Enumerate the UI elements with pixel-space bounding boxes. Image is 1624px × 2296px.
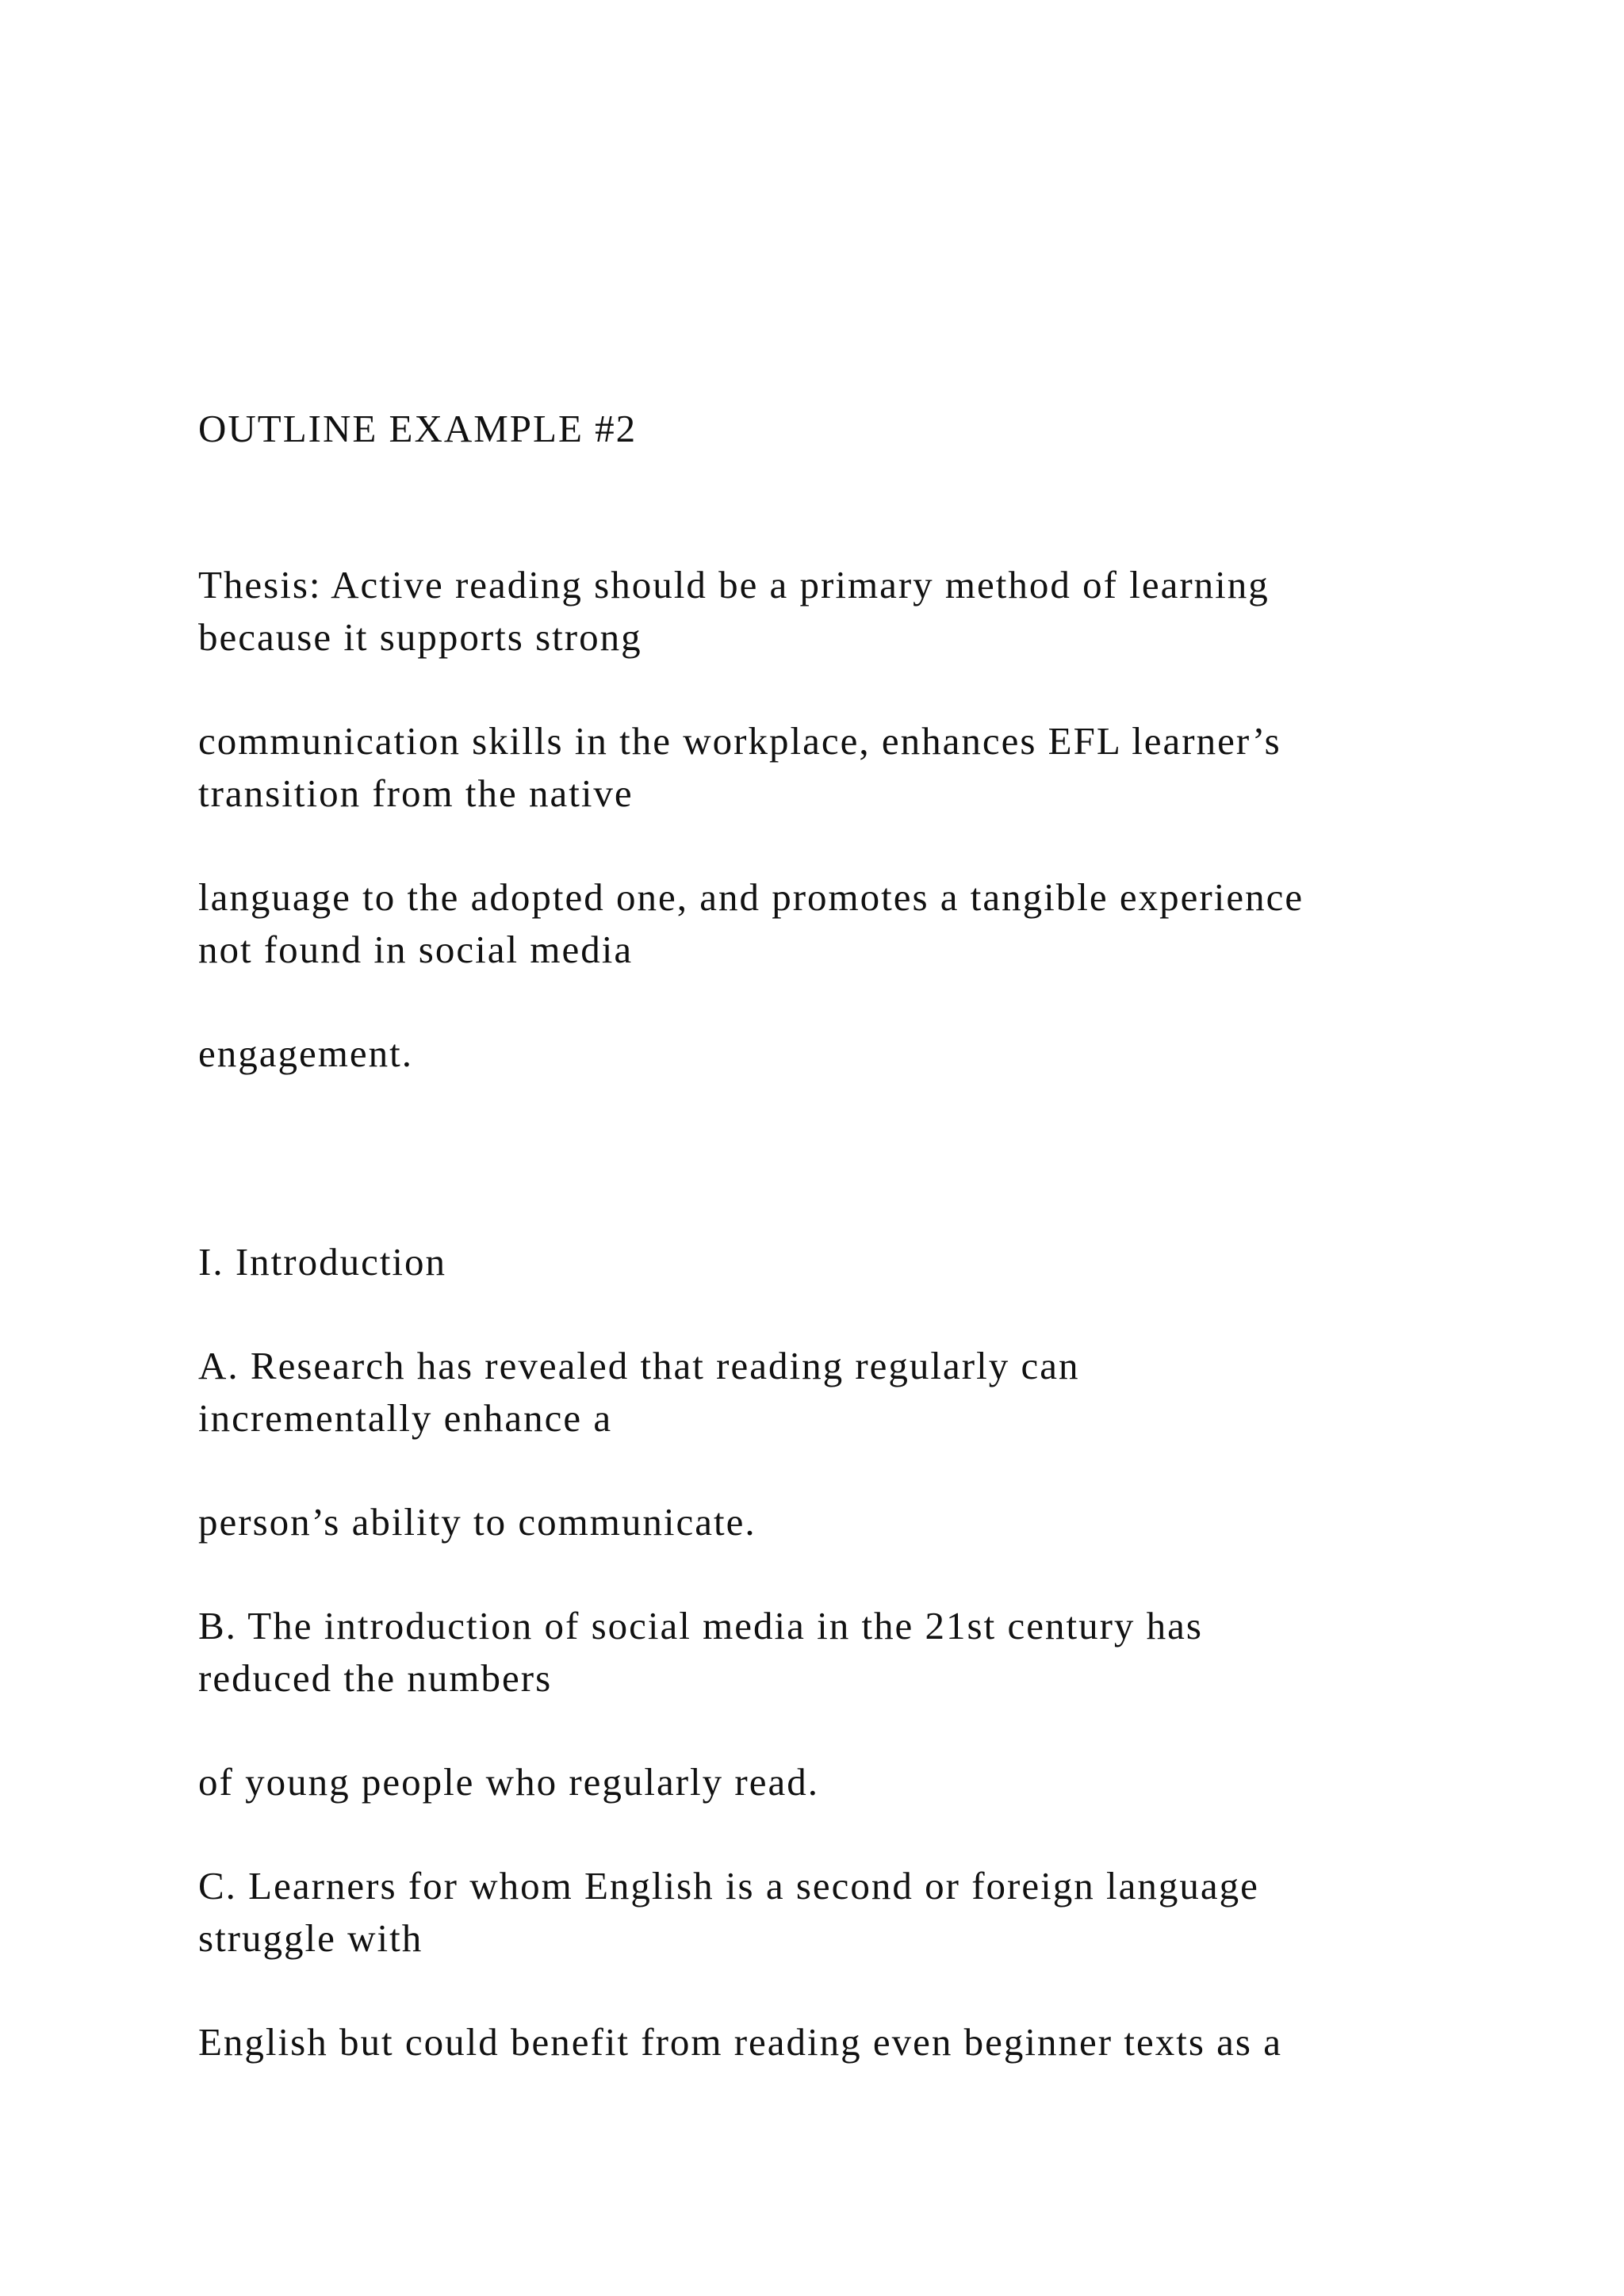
thesis-line-2: because it supports strong: [198, 615, 642, 659]
thesis-line-1: Thesis: Active reading should be a primary method of learning: [198, 563, 1270, 607]
point-c-line-2: struggle with: [198, 1916, 423, 1960]
point-c-line-1: C. Learners for whom English is a second or foreign language: [198, 1864, 1259, 1908]
thesis-line-5: language to the adopted one, and promotes a tangible experience: [198, 875, 1304, 919]
thesis-line-4: transition from the native: [198, 771, 634, 815]
point-b-line-3: of young people who regularly read.: [198, 1760, 819, 1804]
section-heading: I. Introduction: [198, 1240, 447, 1284]
point-b-line-2: reduced the numbers: [198, 1656, 553, 1700]
point-c-line-3: English but could benefit from reading even beginner texts as a: [198, 2020, 1282, 2064]
thesis-line-6: not found in social media: [198, 928, 634, 971]
point-a-line-3: person’s ability to communicate.: [198, 1500, 756, 1544]
point-b-line-1: B. The introduction of social media in the 21st century has: [198, 1604, 1203, 1647]
document-title: OUTLINE EXAMPLE #2: [198, 407, 638, 450]
thesis-line-3: communication skills in the workplace, enhances EFL learner’s: [198, 719, 1281, 763]
point-a-line-1: A. Research has revealed that reading regularly can: [198, 1344, 1080, 1387]
thesis-line-7: engagement.: [198, 1031, 413, 1075]
point-a-line-2: incrementally enhance a: [198, 1396, 613, 1440]
